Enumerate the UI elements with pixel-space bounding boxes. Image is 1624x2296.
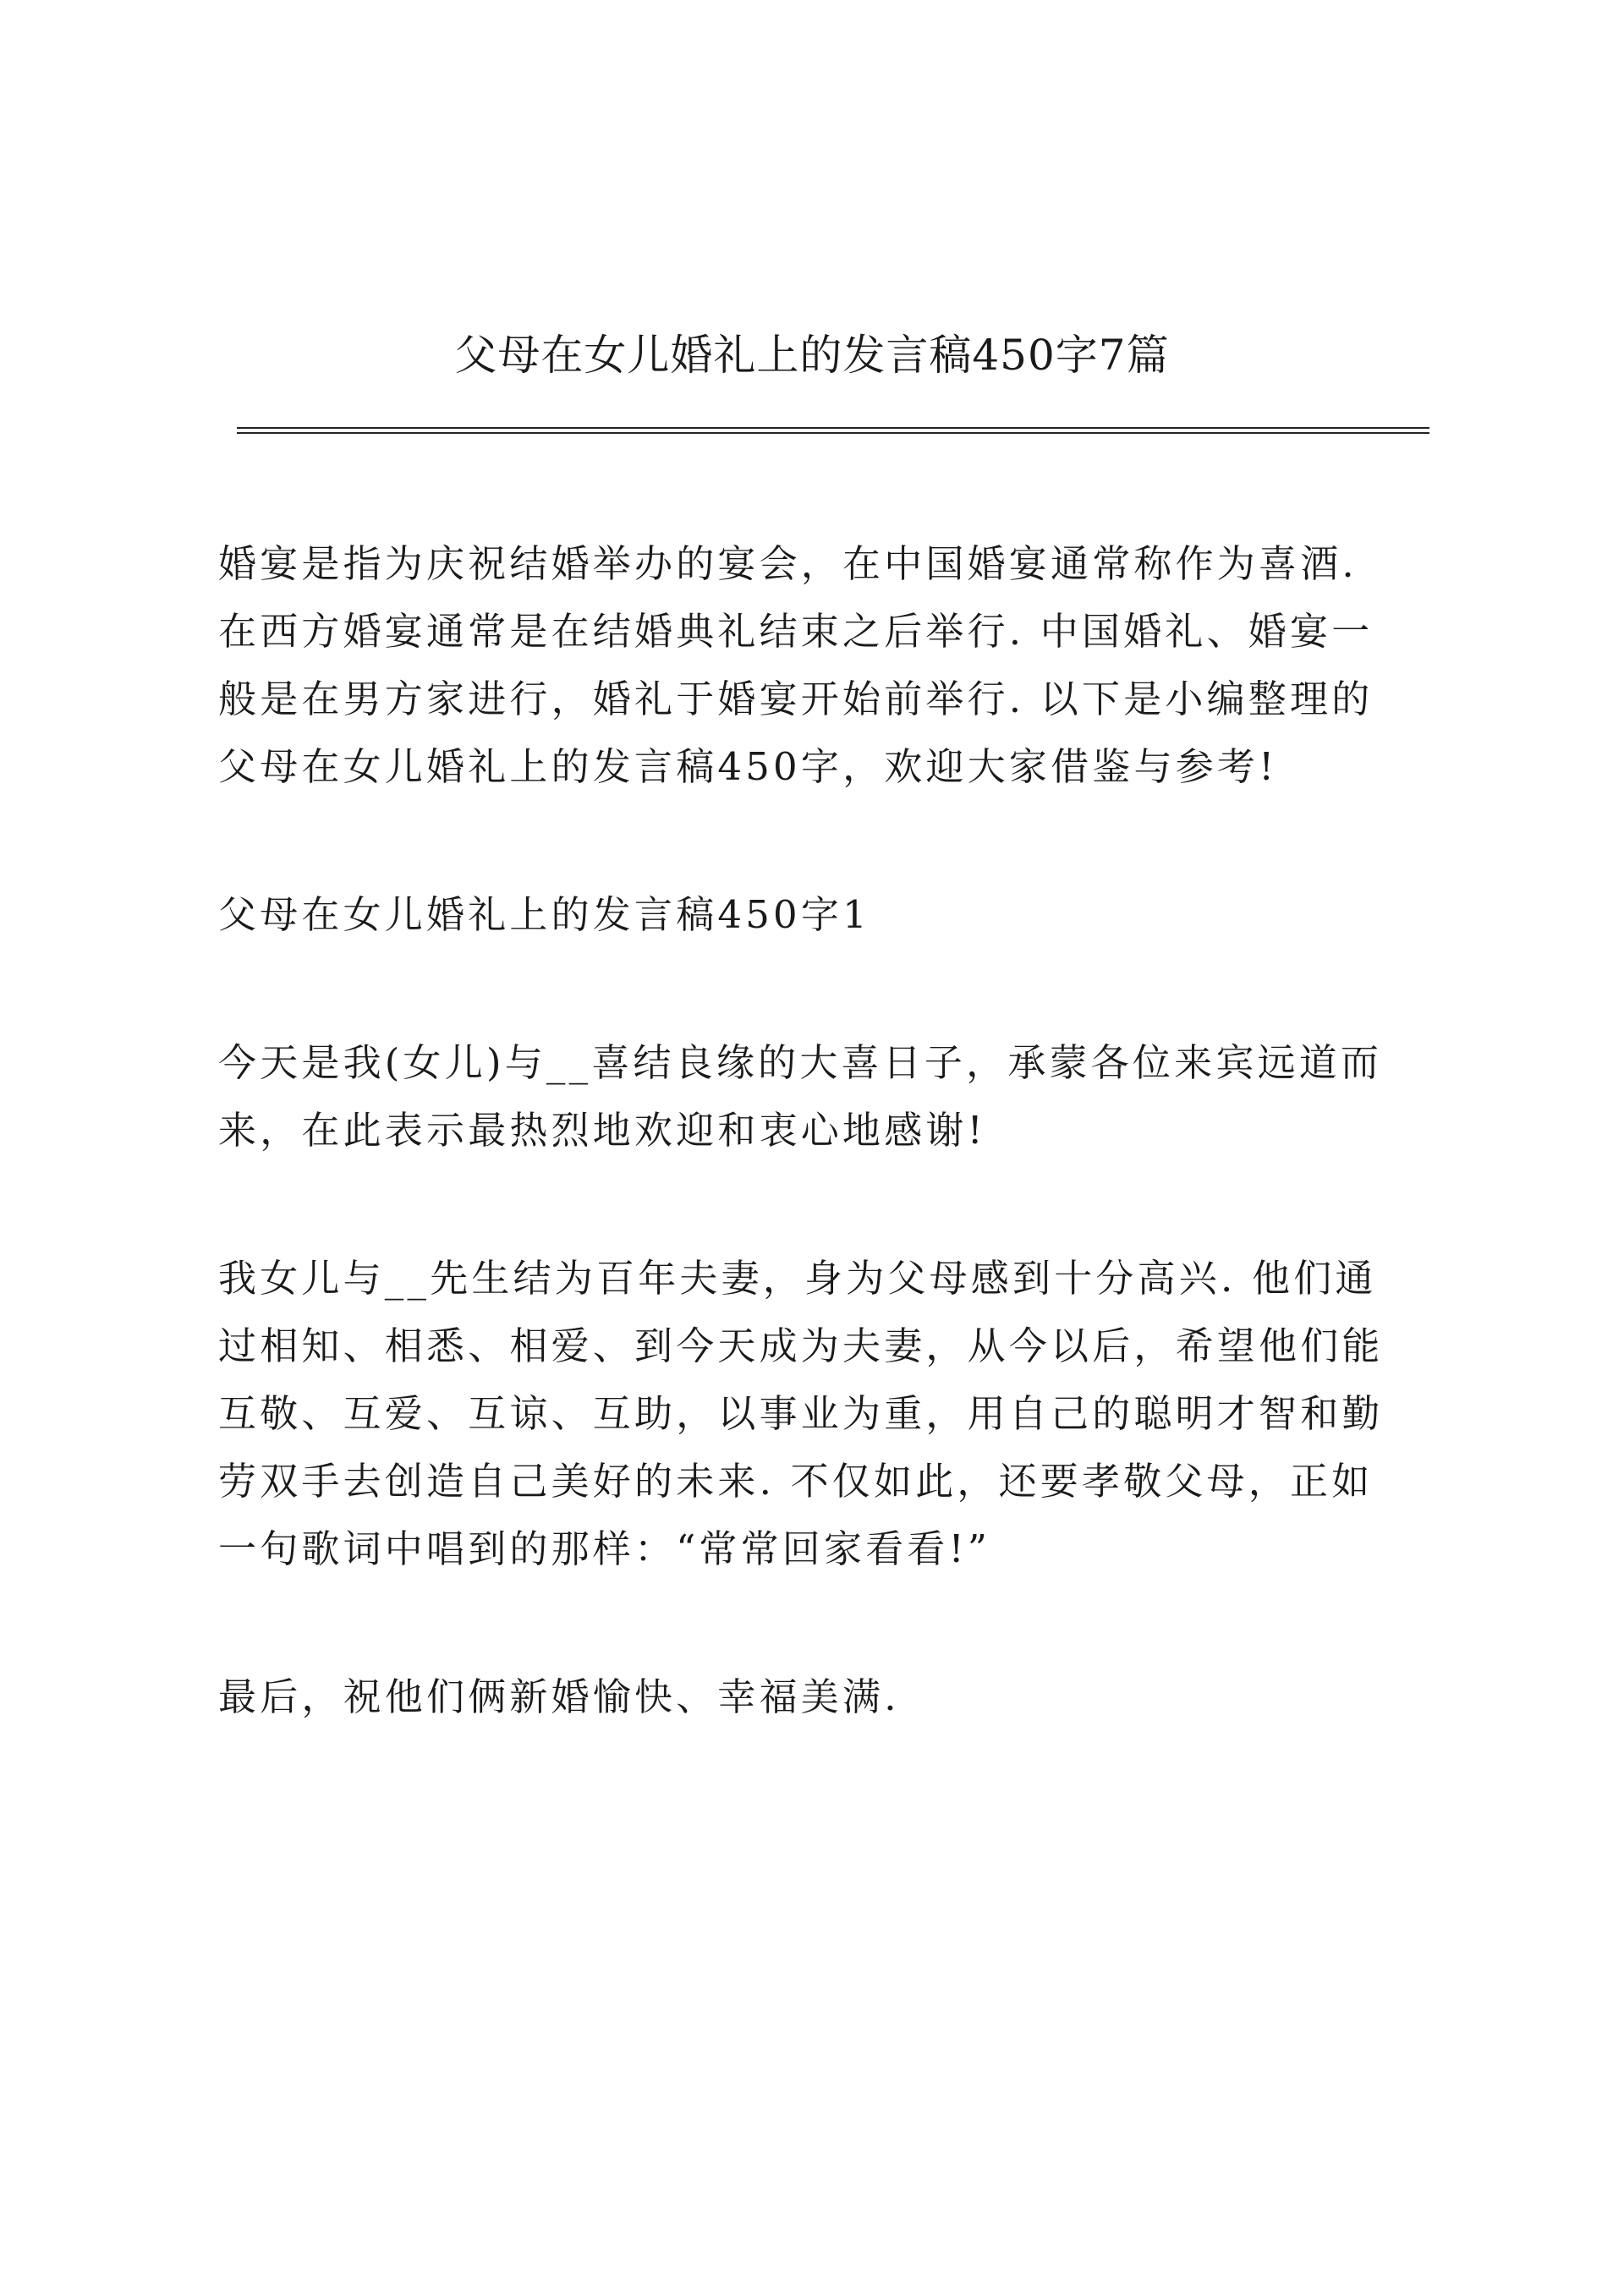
paragraph-line: 今天是我(女儿)与__喜结良缘的大喜日子，承蒙各位来宾远道而 bbox=[218, 1040, 1383, 1085]
intro-line: 在西方婚宴通常是在结婚典礼结束之后举行. 中国婚礼、婚宴一 bbox=[218, 609, 1374, 654]
section-heading-text: 父母在女儿婚礼上的发言稿450字1 bbox=[218, 892, 870, 937]
paragraph-2 bbox=[218, 1245, 1436, 1583]
document-body bbox=[218, 530, 1436, 1731]
intro-line: 婚宴是指为庆祝结婚举办的宴会，在中国婚宴通常称作为喜酒. bbox=[218, 541, 1358, 586]
section-heading bbox=[218, 881, 1436, 949]
paragraph-line: 互敬、互爱、互谅、互助，以事业为重，用自己的聪明才智和勤 bbox=[218, 1391, 1384, 1436]
paragraph-line: 我女儿与__先生结为百年夫妻，身为父母感到十分高兴. 他们通 bbox=[218, 1256, 1377, 1301]
paragraph-spacer bbox=[218, 1164, 1436, 1245]
paragraph-line: 一句歌词中唱到的那样：“常常回家看看!” bbox=[218, 1526, 991, 1571]
document-title: 父母在女儿婚礼上的发言稿450字7篇 bbox=[454, 331, 1170, 380]
paragraph-line: 来，在此表示最热烈地欢迎和衷心地感谢! bbox=[218, 1108, 986, 1153]
paragraph-3 bbox=[218, 1663, 1436, 1731]
intro-line: 父母在女儿婚礼上的发言稿450字，欢迎大家借鉴与参考! bbox=[218, 744, 1278, 789]
paragraph-spacer bbox=[218, 801, 1436, 881]
paragraph-1 bbox=[218, 1029, 1436, 1164]
intro-line: 般是在男方家进行，婚礼于婚宴开始前举行. 以下是小编整理的 bbox=[218, 677, 1374, 721]
title-double-rule bbox=[237, 427, 1429, 434]
paragraph-line: 最后，祝他们俩新婚愉快、幸福美满. bbox=[218, 1674, 900, 1719]
paragraph-spacer bbox=[218, 1583, 1436, 1663]
paragraph-line: 劳双手去创造自己美好的未来. 不仅如此，还要孝敬父母，正如 bbox=[218, 1459, 1374, 1504]
paragraph-spacer bbox=[218, 949, 1436, 1029]
paragraph-line: 过相知、相悉、相爱、到今天成为夫妻，从今以后，希望他们能 bbox=[218, 1323, 1384, 1368]
intro-paragraph bbox=[218, 530, 1436, 801]
